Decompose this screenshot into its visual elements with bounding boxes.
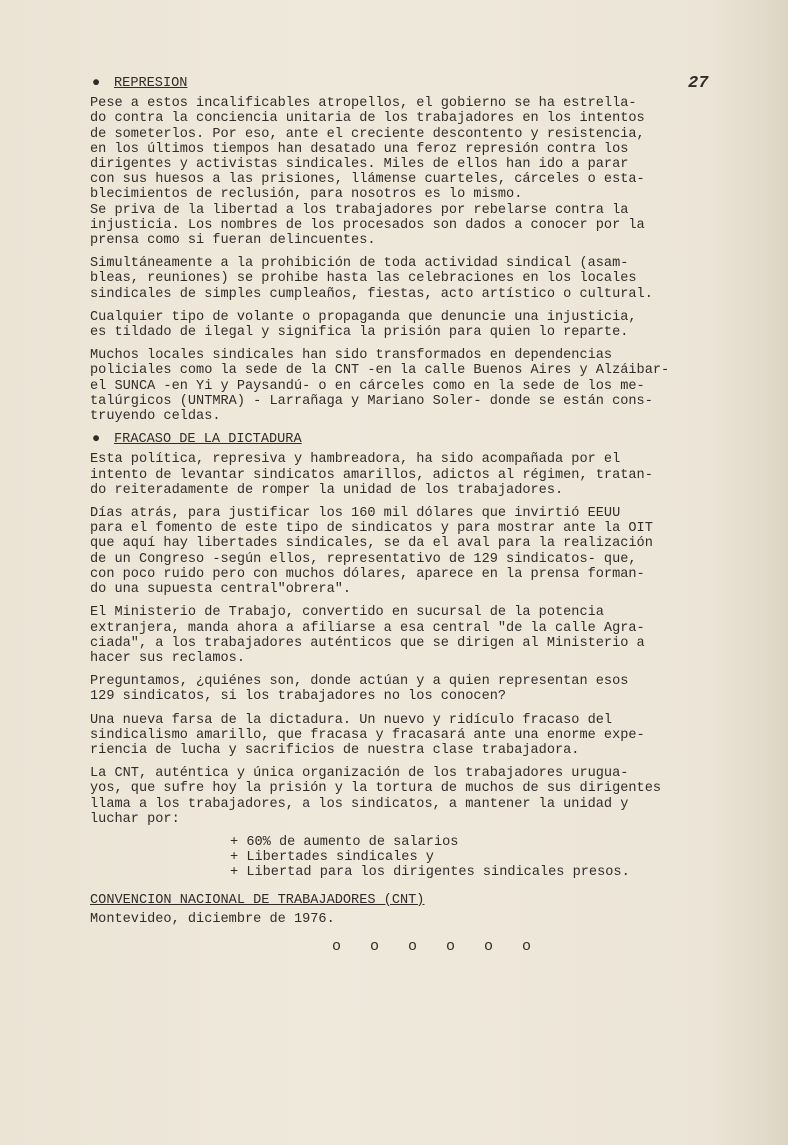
text-line: sindicalismo amarillo, que fracasa y fracasará ante una enorme expe- <box>90 727 645 743</box>
text-line: La CNT, auténtica y única organización de los trabajadores urugua- <box>90 766 629 782</box>
section-heading <box>92 76 730 91</box>
text-line: el SUNCA -en Yi y Paysandú- o en cárceles como en la sede de los me- <box>90 378 645 394</box>
page-number: 27 <box>688 74 709 93</box>
section-heading-text: REPRESION <box>114 76 188 91</box>
text-line: riencia de lucha y sacrificios de nuestra clase trabajadora. <box>90 742 580 758</box>
paragraph <box>90 96 730 248</box>
text-line: con sus huesos a las prisiones, llámense cuarteles, cárceles o esta- <box>90 172 645 188</box>
text-line: El Ministerio de Trabajo, convertido en sucursal de la potencia <box>90 605 604 621</box>
text-line: sindicales de simples cumpleaños, fiestas, acto artístico o cultural. <box>90 286 653 302</box>
text-line: Esta política, represiva y hambreadora, ha sido acompañada por el <box>90 452 621 468</box>
paragraph <box>90 605 730 666</box>
text-line: 129 sindicatos, si los trabajadores no los conocen? <box>90 689 507 705</box>
text-line: Una nueva farsa de la dictadura. Un nuevo y ridículo fracaso del <box>90 712 613 728</box>
paragraph <box>90 348 730 424</box>
demand-item: + Libertad para los dirigentes sindicales presos. <box>230 865 630 881</box>
text-line: de someterlos. Por eso, ante el creciente descontento y resistencia, <box>90 126 645 142</box>
footer-ornament: o o o o o o <box>332 938 542 955</box>
text-line: do una supuesta central"obrera". <box>90 582 352 598</box>
text-line: Se priva de la libertad a los trabajadores por rebelarse contra la <box>90 202 629 218</box>
text-line: ciada", a los trabajadores auténticos que se dirigen al Ministerio a <box>90 635 645 651</box>
bullet-icon: ● <box>92 76 101 91</box>
text-line: do contra la conciencia unitaria de los trabajadores en los intentos <box>90 111 645 127</box>
text-line: de un Congreso -según ellos, representativo de 129 sindicatos- que, <box>90 551 637 567</box>
text-line: Simultáneamente a la prohibición de toda actividad sindical (asam- <box>90 256 629 272</box>
text-line: hacer sus reclamos. <box>90 650 245 666</box>
text-line: Preguntamos, ¿quiénes son, donde actúan y a quien representan esos <box>90 674 629 690</box>
text-line: luchar por: <box>90 811 180 827</box>
text-line: blecimientos de reclusión, para nosotros es lo mismo. <box>90 187 523 203</box>
text-line: injusticia. Los nombres de los procesados son dados a conocer por la <box>90 217 645 233</box>
paragraph <box>90 256 730 302</box>
bullet-icon: ● <box>92 432 101 448</box>
text-line: Días atrás, para justificar los 160 mil dólares que invirtió EEUU <box>90 506 621 522</box>
text-line: es tildado de ilegal y significa la prisión para quien lo reparte. <box>90 325 629 341</box>
text-line: con poco ruido pero con muchos dólares, aparece en la prensa forman- <box>90 566 645 582</box>
text-line: que aquí hay libertades sindicales, se da el aval para la realización <box>90 536 653 552</box>
paragraph <box>90 766 730 827</box>
section-heading-text: FRACASO DE LA DICTADURA <box>114 432 302 448</box>
signature: CONVENCION NACIONAL DE TRABAJADORES (CNT) <box>90 892 425 908</box>
text-line: llama a los trabajadores, a los sindicatos, a mantener la unidad y <box>90 796 629 812</box>
section-heading <box>92 432 730 448</box>
text-line: en los últimos tiempos han desatado una feroz represión contra los <box>90 141 629 157</box>
demand-item: + 60% de aumento de salarios <box>230 834 459 850</box>
text-line: Cualquier tipo de volante o propaganda que denuncie una injusticia, <box>90 309 637 325</box>
paragraph <box>90 713 730 759</box>
paragraph <box>90 452 730 498</box>
paragraph <box>90 310 730 340</box>
text-line: extranjera, manda ahora a afiliarse a esa central "de la calle Agra- <box>90 620 645 636</box>
text-line: yos, que sufre hoy la prisión y la tortura de muchos de sus dirigentes <box>90 781 662 797</box>
text-line: truyendo celdas. <box>90 409 221 425</box>
document-body <box>90 76 730 927</box>
paragraph <box>90 506 730 597</box>
place-date: Montevideo, diciembre de 1976. <box>90 911 335 927</box>
text-line: Pese a estos incalificables atropellos, el gobierno se ha estrella- <box>90 96 637 112</box>
demand-item: + Libertades sindicales y <box>230 850 434 866</box>
text-line: talúrgicos (UNTMRA) - Larrañaga y Mariano Soler- donde se están cons- <box>90 393 653 409</box>
text-line: policiales como la sede de la CNT -en la calle Buenos Aires y Alzáibar- <box>90 363 670 379</box>
text-line: prensa como si fueran delincuentes. <box>90 233 376 249</box>
text-line: Muchos locales sindicales han sido transformados en dependencias <box>90 348 613 364</box>
paragraph <box>90 674 730 704</box>
text-line: intento de levantar sindicatos amarillos, adictos al régimen, tratan- <box>90 467 653 483</box>
text-line: do reiteradamente de romper la unidad de los trabajadores. <box>90 482 564 498</box>
text-line: para el fomento de este tipo de sindicatos y para mostrar ante la OIT <box>90 521 653 537</box>
text-line: bleas, reuniones) se prohibe hasta las celebraciones en los locales <box>90 271 637 287</box>
text-line: dirigentes y activistas sindicales. Miles de ellos han ido a parar <box>90 157 629 173</box>
